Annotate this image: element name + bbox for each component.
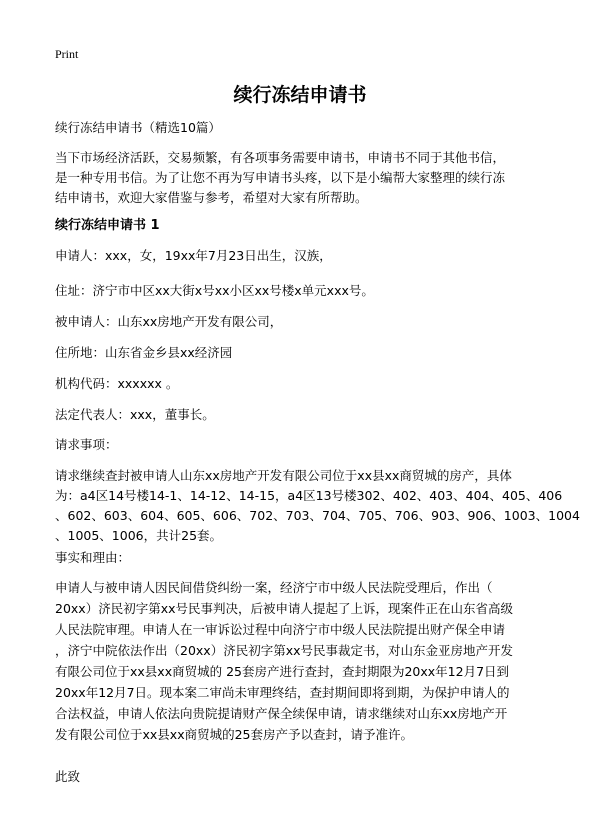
intro-line: 结申请书，欢迎大家借鉴与参考，希望对大家有所帮助。 <box>55 190 368 205</box>
intro-line: 当下市场经济活跃，交易频繁，有各项事务需要申请书，申请书不同于其他书信， <box>55 150 506 165</box>
applicant-line: 申请人：xxx，女，19xx年7月23日出生，汉族， <box>55 248 332 263</box>
address-line: 住址：济宁市中区xx大街x号xx小区xx号楼x单元xxx号。 <box>55 283 374 298</box>
facts-line: 合法权益，申请人依法向贵院提请财产保全续保申请，请求继续对山东xx房地产开 <box>55 706 508 721</box>
claims-line: 、602、603、604、605、606、702、703、704、705、706、903、906、1003、1004 <box>55 508 580 523</box>
respondent-line: 被申请人：山东xx房地产开发有限公司， <box>55 314 283 329</box>
org-code-line: 机构代码：xxxxxx 。 <box>55 376 179 391</box>
section-heading: 续行冻结申请书 1 <box>55 218 160 233</box>
claims-line: 、1005、1006，共计25套。 <box>55 528 223 543</box>
document-title: 续行冻结申请书 <box>233 84 367 106</box>
claims-heading: 请求事项： <box>55 437 118 452</box>
facts-line: 申请人与被申请人因民间借贷纠纷一案，经济宁市中级人民法院受理后，作出（ <box>55 580 493 595</box>
facts-line: 有限公司位于xx县xx商贸城的 25套房产进行查封，查封期限为20xx年12月7日到 <box>55 664 510 679</box>
print-label[interactable]: Print <box>55 47 79 61</box>
facts-heading: 事实和理由： <box>55 550 131 565</box>
facts-line: 20xx）济民初字第xx号民事判决，后被申请人提起了上诉，现案件正在山东省高级 <box>55 601 513 616</box>
intro-line: 是一种专用书信。为了让您不再为写申请书头疼，以下是小编帮大家整理的续行冻 <box>55 170 506 185</box>
facts-line: ，济宁中院依法作出（20xx）济民初字第xx号民事裁定书，对山东金亚房地产开发 <box>55 643 513 658</box>
claims-line: 请求继续查封被申请人山东xx房地产开发有限公司位于xx县xx商贸城的房产，具体 <box>55 468 512 483</box>
subtitle: 续行冻结申请书（精选10篇） <box>55 120 221 135</box>
facts-line: 发有限公司位于xx县xx商贸城的25套房产予以查封，请予准许。 <box>55 727 413 742</box>
facts-line: 人民法院审理。申请人在一审诉讼过程中向济宁市中级人民法院提出财产保全申请 <box>55 622 506 637</box>
legal-rep-line: 法定代表人：xxx，董事长。 <box>55 407 215 422</box>
closing-line: 此致 <box>55 769 81 784</box>
facts-line: 20xx年12月7日。现本案二审尚未审理终结，查封期间即将到期，为保护申请人的 <box>55 685 510 700</box>
residence-line: 住所地：山东省金乡县xx经济园 <box>55 345 233 360</box>
claims-line: 为：a4区14号楼14-1、14-12、14-15，a4区13号楼302、402、403、404、405、406 <box>55 488 563 503</box>
